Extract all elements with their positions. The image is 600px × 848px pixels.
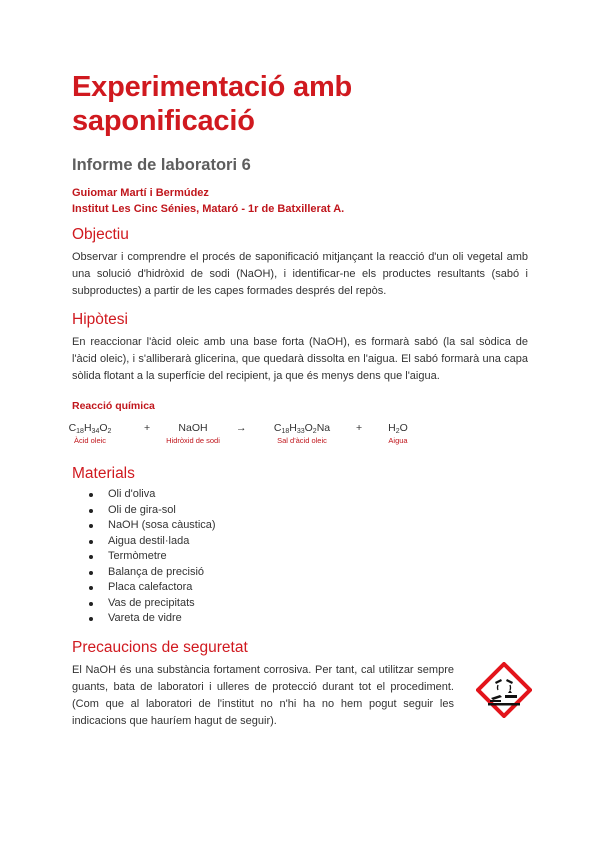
precaucions-text: El NaOH és una substància fortament corrosiva. Per tant, cal utilitzar sempre guants, bata de laboratori i ulleres de protecció durant tot el procediment. (Com que al laboratori de l'institut no n'hi ha no hem pogut seguir les indicacions que hauríem hagut de seguir). (72, 663, 454, 727)
page-title (72, 70, 528, 138)
reaction-heading: Reacció química (72, 400, 155, 412)
list-item: Vas de precipitats (98, 596, 528, 612)
precaucions-body (72, 662, 528, 730)
name-soap: Sal d'àcid oleic (277, 436, 327, 445)
materials-list (72, 487, 528, 627)
section-objectiu (72, 226, 528, 300)
author-name: Guiomar Martí i Bermúdez (72, 187, 209, 199)
report-subtitle: Informe de laboratori 6 (72, 156, 251, 174)
list-item: Termòmetre (98, 549, 528, 565)
materials-heading: Materials (72, 465, 135, 482)
section-hipotesi (72, 311, 528, 385)
list-item: NaOH (sosa càustica) (98, 518, 528, 534)
formula-naoh: NaOH (178, 422, 208, 434)
objectiu-heading: Objectiu (72, 226, 129, 243)
formula-soap: $C_{18}H_{33}O_2Na$ (273, 422, 331, 435)
hipotesi-text: En reaccionar l'àcid oleic amb una base forta (NaOH), es formarà sabó (la sal sòdica de l'àcid oleic), i s'alliberarà glicerina, que quedarà dissolta en l'aigua. El sabó formarà una capa sòlida flotant a la superfície del recipient, ja que és menys dens que l'aigua. (72, 336, 528, 382)
title-line-1: Experimentació amb (72, 71, 353, 103)
reaction-arrow: → (236, 422, 247, 434)
reactant-naoh (158, 422, 228, 445)
list-item: Placa calefactora (98, 580, 528, 596)
name-naoh: Hidròxid de sodi (166, 436, 220, 445)
product-soap (262, 422, 342, 445)
precaucions-heading: Precaucions de seguretat (72, 638, 248, 656)
list-item: Vareta de vidre (98, 611, 528, 627)
author-block (72, 185, 528, 217)
hipotesi-heading: Hipòtesi (72, 311, 128, 328)
name-oleic-acid: Àcid oleic (73, 436, 107, 445)
name-water: Aigua (388, 436, 408, 445)
formula-oleic-acid: $C_{18}H_{34}O_2$ (68, 422, 112, 435)
title-line-2: saponificació (72, 105, 255, 137)
section-materials (72, 465, 528, 627)
list-item: Oli de gira-sol (98, 503, 528, 519)
chemical-equation (68, 422, 528, 452)
list-item: Oli d'oliva (98, 487, 528, 503)
report-page (68, 70, 528, 730)
institution: Institut Les Cinc Sénies, Mataró - 1r de Batxillerat A. (72, 203, 345, 215)
objectiu-text: Observar i comprendre el procés de saponificació mitjançant la reacció d'un oli vegetal amb una solució d'hidròxid de sodi (NaOH), i identificar-ne els productes resultants (sabó i subproductes) a partir de les capes formades després del repòs. (72, 251, 528, 297)
plus-sign: + (356, 422, 363, 434)
section-precaucions (72, 639, 528, 730)
formula-water: $H_2O$ (388, 422, 408, 435)
ghs-corrosive-icon (476, 662, 532, 718)
product-water (378, 422, 418, 445)
plus-sign: + (144, 422, 151, 434)
reactant-oleic-acid (68, 422, 112, 445)
list-item: Balança de precisió (98, 565, 528, 581)
list-item: Aigua destil·lada (98, 534, 528, 550)
